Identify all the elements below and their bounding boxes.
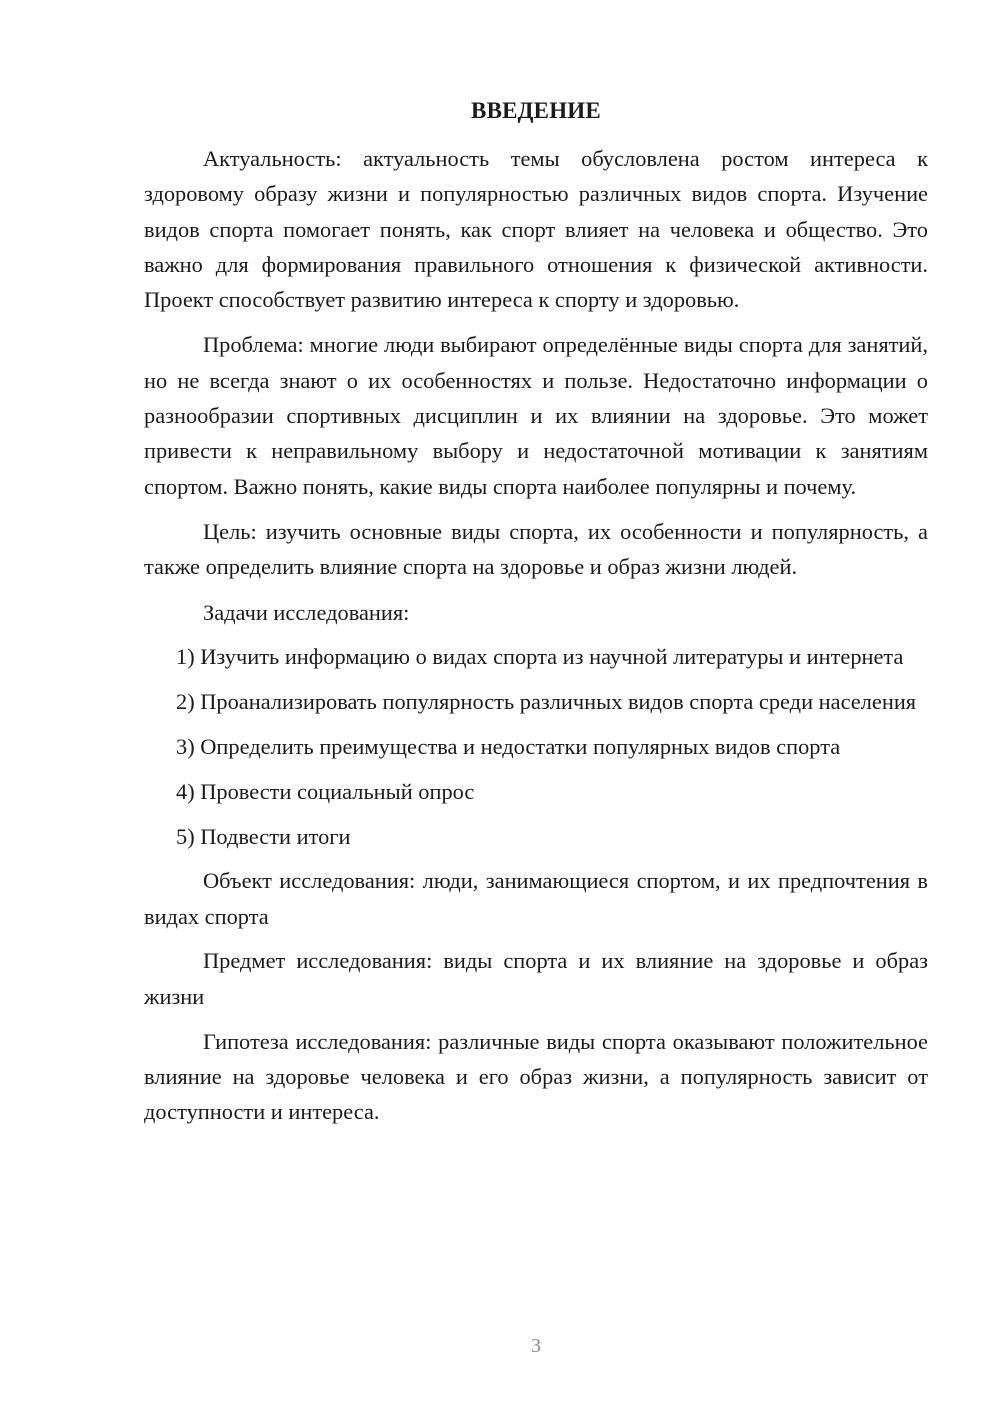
goal-paragraph: Цель: изучить основные виды спорта, их особенности и популярность, а также определить влияние спорта на здоровье и образ жизни людей. xyxy=(144,518,928,580)
document-body xyxy=(144,141,928,1129)
hypothesis-paragraph: Гипотеза исследования: различные виды спорта оказывают положительное влияние на здоровье человека и его образ жизни, а популярность зависит от доступности и интереса. xyxy=(144,1028,928,1125)
problem-paragraph: Проблема: многие люди выбирают определённые виды спорта для занятий, но не всегда знают о их особенностях и пользе. Недостаточно информации о разнообразии спортивных дисциплин и их влиянии на здоровье. Это может привести к неправильному выбору и недостаточной мотивации к занятиям спортом. Важно понять, какие виды спорта наиболее популярны и почему. xyxy=(144,332,928,499)
task-item: 5) Подвести итоги xyxy=(176,823,351,849)
object-paragraph: Объект исследования: люди, занимающиеся спортом, и их предпочтения в видах спорта xyxy=(144,868,928,929)
task-item: 4) Провести социальный опрос xyxy=(176,778,475,804)
page-number: 3 xyxy=(531,1335,541,1357)
subject-paragraph: Предмет исследования: виды спорта и их влияние на здоровье и образ жизни xyxy=(144,948,928,1009)
relevance-paragraph: Актуальность: актуальность темы обусловлена ростом интереса к здоровому образу жизни и популярностью различных видов спорта. Изучение видов спорта помогает понять, как спорт влияет на человека и общество. Это важно для формирования правильного отношения к физической активности. Проект способствует развитию интереса к спорту и здоровью. xyxy=(144,146,928,313)
section-title: ВВЕДЕНИЕ xyxy=(471,98,601,123)
tasks-heading: Задачи исследования: xyxy=(203,599,410,625)
task-item: 1) Изучить информацию о видах спорта из научной литературы и интернета xyxy=(176,644,904,670)
task-item: 2) Проанализировать популярность различных видов спорта среди населения xyxy=(176,689,917,715)
task-item: 3) Определить преимущества и недостатки популярных видов спорта xyxy=(176,733,841,759)
